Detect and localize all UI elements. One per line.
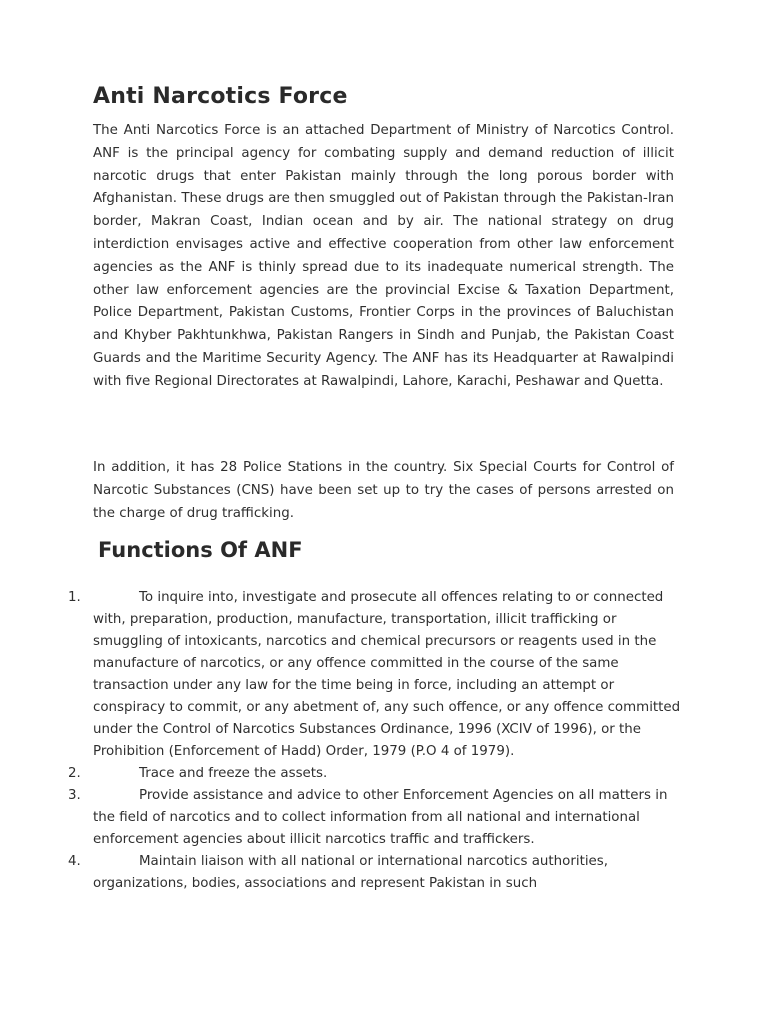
list-item [0, 763, 683, 785]
list-item [0, 587, 683, 763]
list-item-number: 4. [68, 854, 81, 869]
list-item [0, 785, 683, 851]
list-item-text: Provide assistance and advice to other Enforcement Agencies on all matters in the field of narcotics and to collect information from all national and international enforcement agencies about illicit narcotics traffic and traffickers. [93, 788, 668, 847]
list-item-number: 2. [68, 766, 81, 781]
police-stations-paragraph: In addition, it has 28 Police Stations in the country. Six Special Courts for Control of Narcotic Substances (CNS) have been set up to try the cases of persons arrested on the charge of drug trafficking. [93, 460, 674, 521]
list-item-number: 3. [68, 788, 81, 803]
functions-list [0, 587, 768, 895]
list-item-text: Maintain liaison with all national or international narcotics authorities, organizations, bodies, associations and represent Pakistan in such [93, 854, 609, 891]
list-item-number: 1. [68, 590, 81, 605]
list-item [0, 851, 683, 895]
intro-paragraph: The Anti Narcotics Force is an attached Department of Ministry of Narcotics Control. ANF is the principal agency for combating supply and demand reduction of illicit narcotic drugs that enter Pakistan mainly through the long porous border with Afghanistan. These drugs are then smuggled out of Pakistan through the Pakistan-Iran border, Makran Coast, Indian ocean and by air. The national strategy on drug interdiction envisages active and effective cooperation from other law enforcement agencies as the ANF is thinly spread due to its inadequate numerical strength. The other law enforcement agencies are the provincial Excise & Taxation Department, Police Department, Pakistan Customs, Frontier Corps in the provinces of Baluchistan and Khyber Pakhtunkhwa, Pakistan Rangers in Sindh and Punjab, the Pakistan Coast Guards and the Maritime Security Agency. The ANF has its Headquarter at Rawalpindi with five Regional Directorates at Rawalpindi, Lahore, Karachi, Peshawar and Quetta. [93, 123, 674, 389]
page-title: Anti Narcotics Force [93, 84, 348, 109]
functions-heading: Functions Of ANF [98, 538, 303, 562]
list-item-text: To inquire into, investigate and prosecute all offences relating to or connected with, preparation, production, manufacture, transportation, illicit trafficking or smuggling of intoxicants, narcotics and chemical precursors or reagents used in the manufacture of narcotics, or any offence committed in the course of the same transaction under any law for the time being in force, including an attempt or conspiracy to commit, or any abetment of, any such offence, or any offence committed under the Control of Narcotics Substances Ordinance, 1996 (XCIV of 1996), or the Prohibition (Enforcement of Hadd) Order, 1979 (P.O 4 of 1979). [93, 590, 681, 759]
list-item-text: Trace and freeze the assets. [139, 766, 328, 781]
